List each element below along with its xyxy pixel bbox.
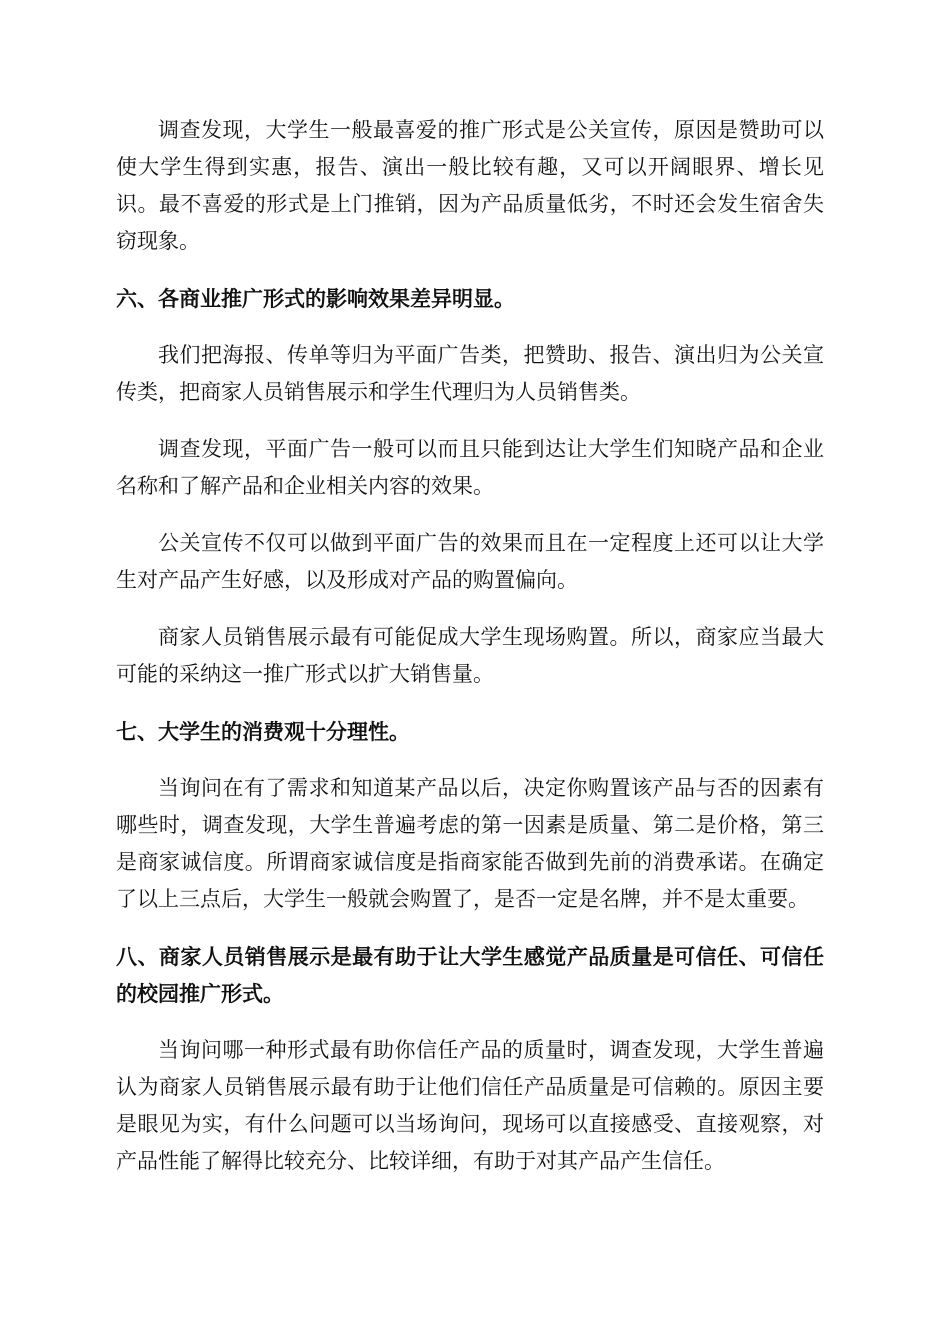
paragraph: 调查发现，大学生一般最喜爱的推广形式是公关宣传，原因是赞助可以使大学生得到实惠，报告、演出一般比较有趣，又可以开阔眼界、增长见识。最不喜爱的形式是上门推销，因为产品质量低劣，不时还会发生宿舍失窃现象。 xyxy=(116,118,824,253)
paragraph: 调查发现，平面广告一般可以而且只能到达让大学生们知晓产品和企业名称和了解产品和企业相关内容的效果。 xyxy=(116,437,824,498)
paragraph: 公关宣传不仅可以做到平面广告的效果而且在一定程度上还可以让大学生对产品产生好感，以及形成对产品的购置偏向。 xyxy=(116,531,824,592)
paragraph: 当询问哪一种形式最有助你信任产品的质量时，调查发现，大学生普遍认为商家人员销售展示最有助于让他们信任产品质量是可信赖的。原因主要是眼见为实，有什么问题可以当场询问，现场可以直接感受、直接观察，对产品性能了解得比较充分、比较详细，有助于对其产品产生信任。 xyxy=(116,1038,824,1173)
paragraph: 当询问在有了需求和知道某产品以后，决定你购置该产品与否的因素有哪些时，调查发现，大学生普遍考虑的第一因素是质量、第二是价格，第三是商家诚信度。所谓商家诚信度是指商家能否做到先前的消费承诺。在确定了以上三点后，大学生一般就会购置了，是否一定是名牌，并不是太重要。 xyxy=(116,776,824,911)
section-heading-8: 八、商家人员销售展示是最有助于让大学生感觉产品质量是可信任、可信任的校园推广形式。 xyxy=(116,944,824,1006)
section-heading-7: 七、大学生的消费观十分理性。 xyxy=(116,719,410,744)
paragraph: 我们把海报、传单等归为平面广告类，把赞助、报告、演出归为公关宣传类，把商家人员销售展示和学生代理归为人员销售类。 xyxy=(116,343,824,404)
paragraph: 商家人员销售展示最有可能促成大学生现场购置。所以，商家应当最大可能的采纳这一推广形式以扩大销售量。 xyxy=(116,625,824,686)
section-heading-6: 六、各商业推广形式的影响效果差异明显。 xyxy=(116,286,515,311)
